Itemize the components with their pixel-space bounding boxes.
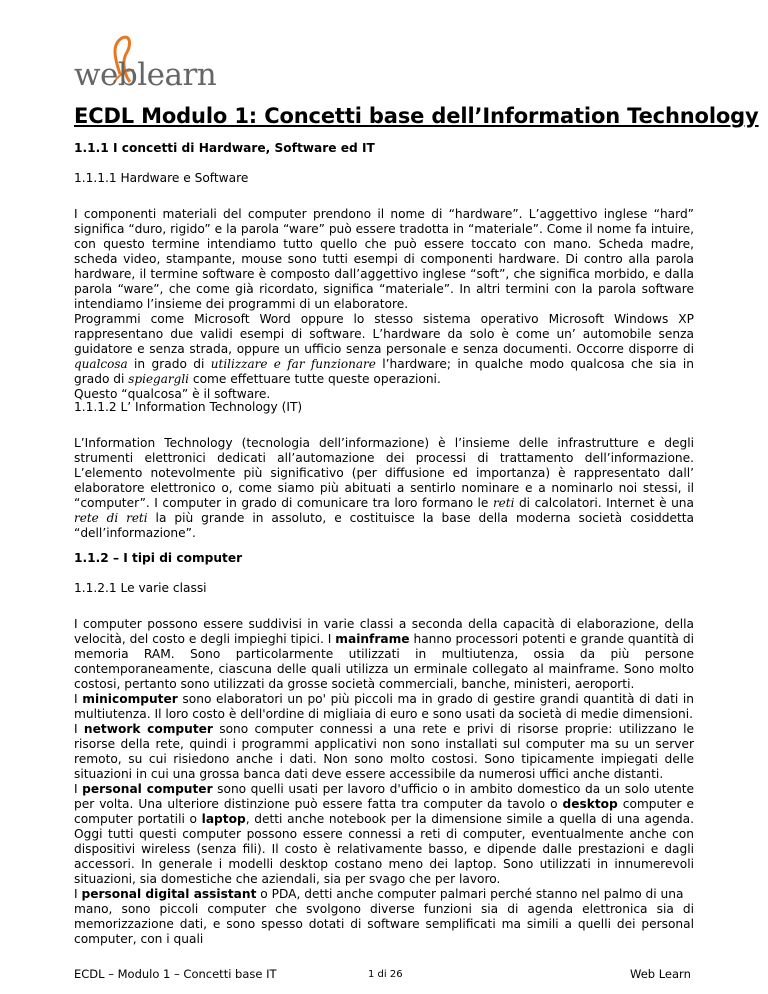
paragraph: Questo “qualcosa” è il software. [74,387,271,401]
section-hardware-software [74,207,694,402]
footer-right: Web Learn [630,967,691,981]
paragraph: I personal computer sono quelli usati per lavoro d'ufficio o in ambito domestico da un solo utente per volta. Una ulteriore distinzione può essere fatta tra computer da tavolo o desktop computer e computer portatili o laptop, detti anche notebook per la dimensione simile a quella di una agenda. Oggi tutti questi computer possono essere connessi a reti di computer, eventualmente anche con dispositivi wireless (senza fili). Il costo è relativamente basso, e dipende dalle prestazioni e dagli accessori. In generale i modelli desktop costano meno dei laptop. Sono utilizzati in innumerevoli situazioni, sia domestiche che aziendali, sia per svago che per lavoro. [74,782,695,886]
paragraph: I minicomputer sono elaboratori un po' più piccoli ma in grado di gestire grandi quantità di dati in multiutenza. Il loro costo è dell'ordine di migliaia di euro e sono usati da società di medie dimensioni. [74,692,695,721]
logo-text: weblearn [74,57,217,93]
paragraph: I personal digital assistant o PDA, detti anche computer palmari perché stanno nel palmo di una [74,887,684,901]
paragraph: mano, sono piccoli computer che svolgono diverse funzioni sia di agenda elettronica sia di memorizzazione dati, e sono spesso dotati di software semplificati ma simili a quelli dei personal computer, con i quali [74,902,694,946]
paragraph: I componenti materiali del computer prendono il nome di “hardware”. L’aggettivo inglese “hard” significa “duro, rigido” e la parola “ware” può essere tradotta in “materiale”. Come il nome fa intuire, con questo termine intendiamo tutto quello che può essere toccato con mano. Scheda madre, scheda video, stampante, mouse sono tutti esempi di componenti hardware. Di contro alla parola hardware, il termine software è composto dall’aggettivo inglese “soft”, che significa morbido, e dalla parola “ware”, che come già ricordato, significa “materiale”. In altri termini con la parola software intendiamo l’insieme dei programmi di un elaboratore. [74,207,694,311]
page-title: ECDL Modulo 1: Concetti base dell’Information Technology [74,104,759,128]
section-computer-classes [74,617,694,947]
section-1-1-1-heading: 1.1.1 I concetti di Hardware, Software ed IT [74,141,375,155]
paragraph: I computer possono essere suddivisi in varie classi a seconda della capacità di elaborazione, della velocità, del costo e degli impieghi tipici. I mainframe hanno processori potenti e grande quantità di memoria RAM. Sono particolarmente utilizzati in multiutenza, ossia da più persone contemporaneamente, ciascuna delle quali utilizza un erminale collegato al mainframe. Sono molto costosi, pertanto sono utilizzati da grosse società commerciali, banche, ministeri, aeroporti. [74,617,694,691]
weblearn-logo [74,34,217,93]
section-information-technology [74,436,694,541]
section-1-1-1-1-heading: 1.1.1.1 Hardware e Software [74,171,249,185]
paragraph: Programmi come Microsoft Word oppure lo stesso sistema operativo Microsoft Windows XP rappresentano due validi esempi di software. L’hardware da solo è come un’ automobile senza guidatore e senza strada, oppure un ufficio senza personale e senza documenti. Occorre disporre di qualcosa in grado di utilizzare e far funzionare l’hardware; in qualche modo qualcosa che sia in grado di spiegargli come effettuare tutte queste operazioni. [74,312,694,386]
paragraph: L’Information Technology (tecnologia dell’informazione) è l’insieme delle infrastrutture e degli strumenti elettronici dedicati all’automazione dei processi di trattamento dell’informazione. L’elemento notevolmente più significativo (per diffusione ed importanza) è rappresentato dall’ elaboratore elettronico o, come siamo più abituati a sentirlo nominare e a nominarlo noi stessi, il “computer”. I computer in grado di comunicare tra loro formano le reti di calcolatori. Internet è una rete di reti la più grande in assoluto, e costituisce la base della moderna società cosiddetta “dell’informazione”. [74,436,694,540]
section-1-1-2-heading: 1.1.2 – I tipi di computer [74,551,243,565]
footer-left: ECDL – Modulo 1 – Concetti base IT [74,967,277,981]
section-1-1-2-1-heading: 1.1.2.1 Le varie classi [74,581,207,595]
page-number: 1 di 26 [368,969,403,980]
section-1-1-1-2-heading: 1.1.1.2 L’ Information Technology (IT) [74,400,303,414]
paragraph: I network computer sono computer connessi a una rete e privi di risorse proprie: utilizzano le risorse della rete, quindi i programmi applicativi non sono installati sul computer ma su un server remoto, su cui risiedono anche i dati. Non sono molto costosi. Sono tipicamente impiegati delle situazioni in cui una grossa banca dati deve essere accessibile da numerosi uffici anche distanti. [74,722,695,781]
